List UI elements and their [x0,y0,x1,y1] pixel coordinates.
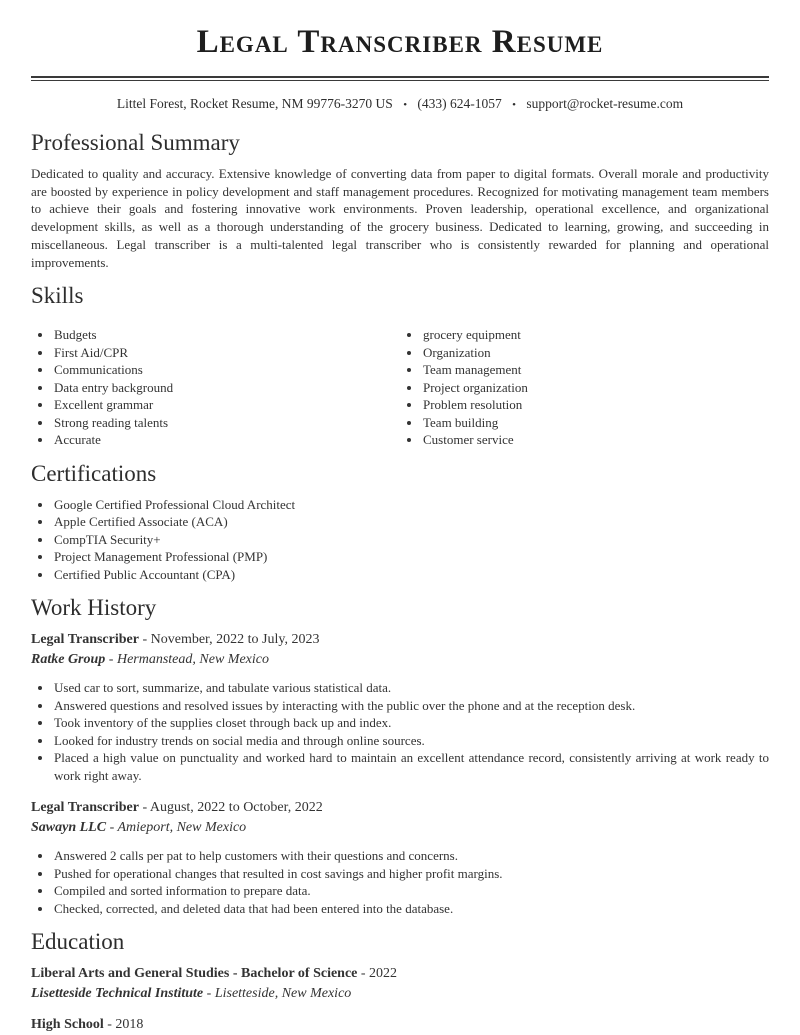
bullet-separator: • [512,99,517,111]
page-title: Legal Transcriber Resume [196,24,604,60]
job-bullet: • Answered 2 calls per pat to help customers with their questions and concerns. [53,847,769,865]
skill-item: • First Aid/CPR [53,344,400,362]
job-entry [31,798,769,917]
skills-list-left [31,326,400,449]
work-history-heading: Work History [31,595,157,621]
header-divider [31,76,769,81]
section-certifications [31,461,769,584]
education-year: - 2018 [107,1017,144,1033]
job-bullet: • Checked, corrected, and deleted data that had been entered into the database. [53,900,769,918]
certification-item: • Apple Certified Associate (ACA) [53,513,769,531]
job-bullet: • Took inventory of the supplies closet through back up and index. [53,714,769,732]
job-location: - Amieport, New Mexico [109,819,247,835]
skill-item: • Budgets [53,326,400,344]
job-bullet: • Looked for industry trends on social media and through online sources. [53,732,769,750]
professional-summary-heading: Professional Summary [31,130,240,155]
job-title-line [31,798,769,818]
education-school-location: - Lisetteside, New Mexico [206,985,352,1001]
skills-columns [31,318,769,449]
section-education [31,929,769,1035]
education-school-line [31,984,769,1004]
education-heading: Education [31,929,125,955]
certification-item: • Project Management Professional (PMP) [53,548,769,566]
skill-item: • Strong reading talents [53,414,400,432]
certification-item: • CompTIA Security+ [53,531,769,549]
job-dates: - August, 2022 to October, 2022 [142,800,323,816]
job-company-line [31,650,769,670]
skills-heading: Skills [31,283,84,309]
certification-item: • Certified Public Accountant (CPA) [53,566,769,584]
resume-document [31,22,769,1035]
education-degree: High School [31,1017,104,1033]
certification-item: • Google Certified Professional Cloud Architect [53,496,769,514]
job-title: Legal Transcriber [31,800,139,816]
skill-item: • Data entry background [53,379,400,397]
contact-line [31,95,769,114]
job-dates: - November, 2022 to July, 2023 [142,632,320,648]
job-bullet: • Used car to sort, summarize, and tabulate various statistical data. [53,679,769,697]
job-bullet: • Answered questions and resolved issues by interacting with the public over the phone and at the reception desk. [53,697,769,715]
education-year: - 2022 [360,966,398,982]
certifications-heading: Certifications [31,460,157,486]
job-company: Ratke Group [31,651,106,667]
job-location: - Hermanstead, New Mexico [108,651,269,667]
job-bullet: • Compiled and sorted information to prepare data. [53,882,769,900]
contact-location: Littel Forest, Rocket Resume, NM 99776-3270 US [116,96,393,111]
job-title-line [31,630,769,650]
skill-item: • Team management [422,361,769,379]
skill-item: • Organization [422,344,769,362]
job-bullet: • Placed a high value on punctuality and worked hard to maintain an excellent attendance record, consistently arriving at work ready to work right away. [53,749,769,784]
job-bullet: • Pushed for operational changes that resulted in cost savings and higher profit margins. [53,865,769,883]
education-entry [31,964,769,1003]
education-degree: Liberal Arts and General Studies - Bachelor of Science [31,966,358,982]
section-work-history [31,595,769,917]
skill-item: • Problem resolution [422,396,769,414]
section-professional-summary [31,130,769,271]
education-entry [31,1015,769,1035]
skill-item: • Customer service [422,431,769,449]
skill-item: • Excellent grammar [53,396,400,414]
bullet-separator: • [403,99,408,111]
job-company: Sawayn LLC [31,819,107,835]
resume-header [31,22,769,114]
education-school: Lisetteside Technical Institute [31,985,204,1001]
skill-item: • Accurate [53,431,400,449]
job-title: Legal Transcriber [31,632,139,648]
education-degree-line [31,964,769,984]
certifications-list [31,496,769,584]
education-degree-line [31,1015,769,1035]
contact-phone: (433) 624-1057 [417,96,502,111]
skill-item: • Project organization [422,379,769,397]
skill-item: • grocery equipment [422,326,769,344]
job-bullet-list [31,679,769,784]
job-entry [31,630,769,784]
skill-item: • Team building [422,414,769,432]
skills-list-right [400,326,769,449]
professional-summary-text: Dedicated to quality and accuracy. Extensive knowledge of converting data from paper to digital formats. Overall morale and productivity are boosted by experience in policy development and staff management procedures. Recognized for motivating management team members to achieve their goals and fostering innovative work environments. Proven leadership, operational excellence, and organizational development skills, as well as a thorough understanding of the grocery business. Dedicated to learning, growing, and succeeding in miscellaneous. Legal transcriber is a multi-talented legal transcriber who is consistently rewarded for planning and operational improvements. [31,166,769,270]
section-skills [31,283,769,449]
contact-email: support@rocket-resume.com [526,96,684,111]
job-company-line [31,818,769,838]
skill-item: • Communications [53,361,400,379]
job-bullet-list [31,847,769,917]
